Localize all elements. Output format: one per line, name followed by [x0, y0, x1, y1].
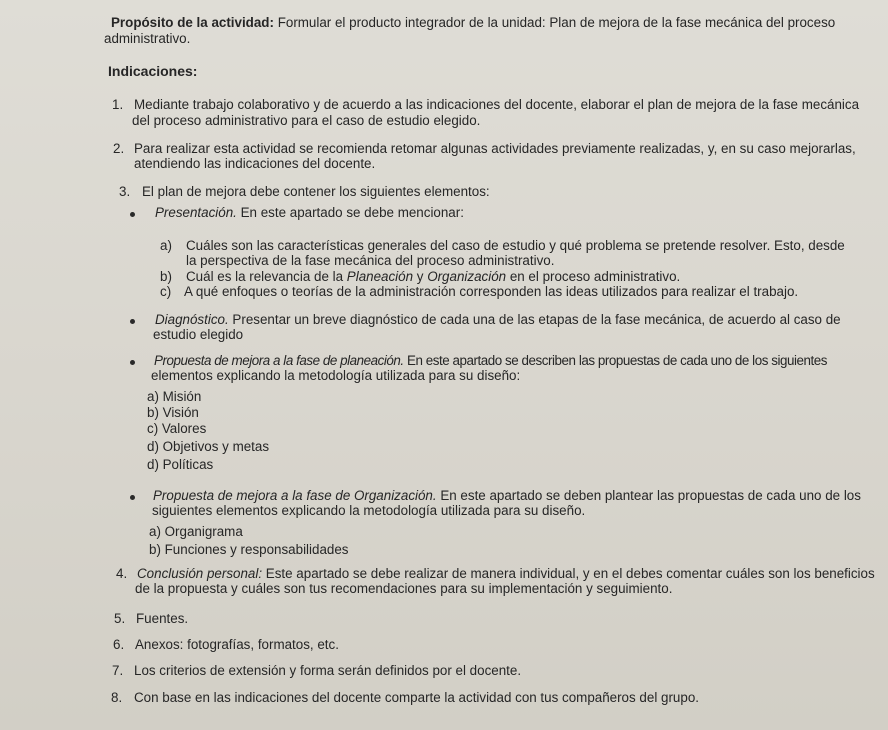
- item-5-text: Fuentes.: [136, 611, 189, 626]
- item-1-line-2: del proceso administrativo para el caso de estudio elegido.: [132, 113, 481, 128]
- item-3-line-1: El plan de mejora debe contener los siguientes elementos:: [142, 184, 490, 199]
- item-2-line-1: Para realizar esta actividad se recomienda retomar algunas actividades previamente realizadas, y, en su caso mejorarlas,: [134, 141, 856, 156]
- diagnosis-title: Diagnóstico.: [155, 312, 229, 327]
- presentation-b-pre: Cuál es la relevancia de la: [186, 269, 347, 284]
- presentation-b-mid: y: [413, 269, 428, 284]
- purpose-text-1: Formular el producto integrador de la unidad: Plan de mejora de la fase mecánica del proceso: [277, 15, 836, 30]
- conclusion-title: Conclusión personal:: [137, 566, 263, 581]
- presentation-a-line-1: Cuáles son las características generales del caso de estudio y qué problema se pretende resolver. Esto, desde: [186, 238, 845, 253]
- item-3-number: 3.: [119, 184, 131, 199]
- item-1-number: 1.: [112, 97, 124, 112]
- presentation-line: [155, 205, 464, 221]
- bullet-dot: [130, 319, 135, 324]
- presentation-b-post: en el proceso administrativo.: [506, 269, 681, 284]
- diagnosis-line-1: [155, 312, 841, 328]
- organization-list-item: b) Funciones y responsabilidades: [149, 542, 349, 557]
- item-8-text: Con base en las indicaciones del docente comparte la actividad con tus compañeros del grupo.: [134, 690, 699, 705]
- bullet-dot: [130, 495, 135, 500]
- organization-text-2: siguientes elementos explicando la metodología utilizada para su diseño.: [152, 503, 586, 518]
- purpose-text-2: administrativo.: [104, 31, 191, 46]
- item-6-text: Anexos: fotografías, formatos, etc.: [135, 637, 339, 652]
- planning-list-item: b) Visión: [147, 405, 199, 420]
- bullet-dot: [130, 212, 135, 217]
- diagnosis-text-2: estudio elegido: [153, 327, 244, 342]
- planning-list-item: c) Valores: [147, 421, 207, 436]
- presentation-b-letter: b): [160, 269, 172, 284]
- planning-title: Propuesta de mejora a la fase de planeación.: [154, 353, 404, 368]
- item-7-number: 7.: [112, 663, 124, 678]
- conclusion-text-2: de la propuesta y cuáles son tus recomendaciones para su implementación y seguimiento.: [135, 581, 673, 596]
- presentation-b-em-planning: Planeación: [346, 269, 414, 284]
- item-2-line-2: atendiendo las indicaciones del docente.: [134, 156, 376, 171]
- planning-list-item: d) Objetivos y metas: [147, 439, 270, 454]
- presentation-b-em-organization: Organización: [427, 269, 507, 284]
- organization-text-1: En este apartado se deben plantear las propuestas de cada uno de los: [436, 488, 861, 503]
- planning-list-item: a) Misión: [147, 389, 202, 404]
- presentation-c-letter: c): [160, 284, 172, 299]
- presentation-text: En este apartado se debe mencionar:: [236, 205, 464, 220]
- item-5-number: 5.: [114, 611, 126, 626]
- conclusion-text-1: Este apartado se debe realizar de manera individual, y en el debes comentar cuáles son los beneficios: [262, 566, 875, 581]
- item-8-number: 8.: [111, 690, 123, 705]
- presentation-a-letter: a): [160, 238, 172, 253]
- organization-line-1: [153, 488, 861, 504]
- planning-list-item: d) Políticas: [147, 457, 214, 472]
- indications-heading: Indicaciones:: [108, 63, 198, 79]
- presentation-a-line-2: la perspectiva de la fase mecánica del proceso administrativo.: [186, 253, 555, 268]
- purpose-label: Propósito de la actividad:: [111, 15, 274, 30]
- conclusion-line-1: [137, 566, 875, 582]
- item-7-text: Los criterios de extensión y forma serán definidos por el docente.: [134, 663, 522, 678]
- diagnosis-text-1: Presentar un breve diagnóstico de cada una de las etapas de la fase mecánica, de acuerdo al caso de: [228, 312, 841, 327]
- item-1-line-1: Mediante trabajo colaborativo y de acuerdo a las indicaciones del docente, elaborar el plan de mejora de la fase mecánica: [134, 97, 860, 112]
- organization-title: Propuesta de mejora a la fase de Organización.: [153, 488, 437, 503]
- bullet-dot: [130, 360, 135, 365]
- presentation-title: Presentación.: [155, 205, 237, 220]
- planning-text-2: elementos explicando la metodología utilizada para su diseño:: [151, 368, 521, 383]
- item-2-number: 2.: [113, 141, 125, 156]
- item-4-number: 4.: [116, 566, 128, 581]
- presentation-b-line: [186, 269, 680, 285]
- presentation-c-line-1: A qué enfoques o teorías de la administración corresponden las ideas utilizados para realizar el trabajo.: [184, 284, 799, 299]
- planning-text-1: En este apartado se describen las propuestas de cada uno de los siguientes: [403, 353, 828, 368]
- planning-line-1: [154, 353, 827, 369]
- organization-list-item: a) Organigrama: [149, 524, 243, 539]
- purpose-line-1: [111, 15, 835, 31]
- item-6-number: 6.: [113, 637, 125, 652]
